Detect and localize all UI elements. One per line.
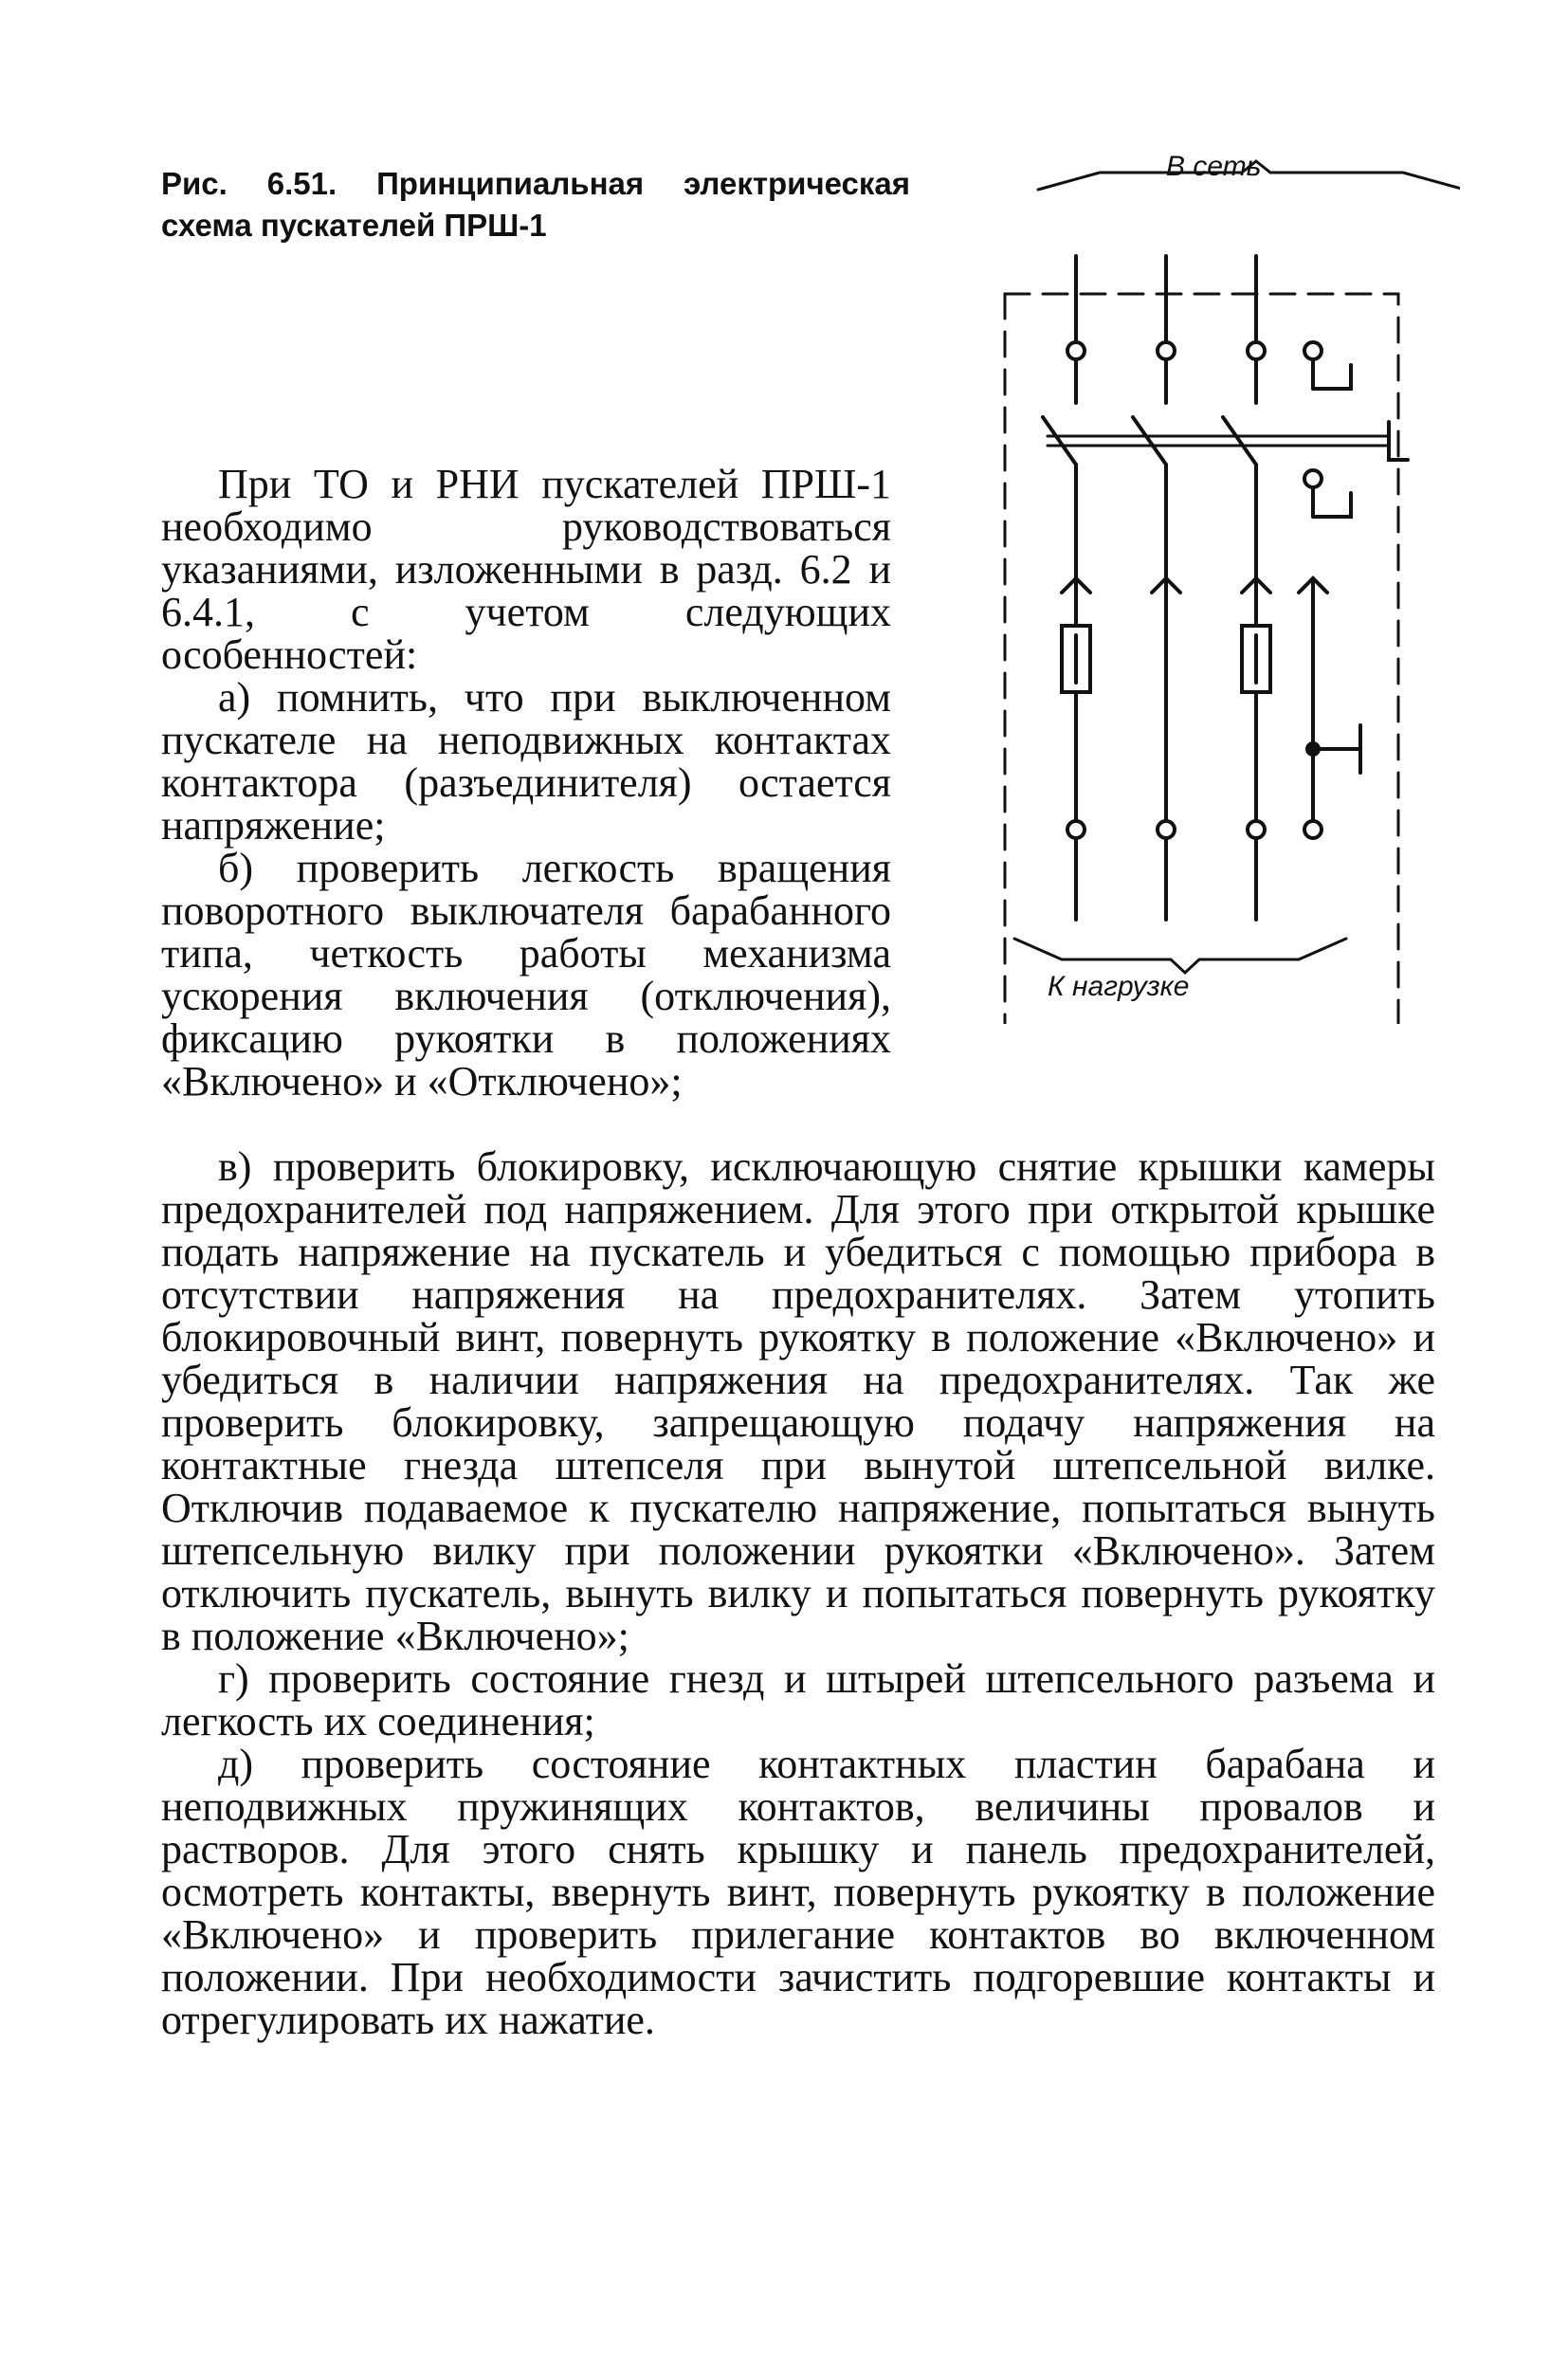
- label-to-load: К нагрузке: [1048, 971, 1190, 1002]
- figure-caption-line2: схема пускателей ПРШ-1: [161, 208, 547, 243]
- label-to-network: В сеть: [1166, 152, 1262, 182]
- paragraph-item-d: д) проверить состояние контактных пластин барабана и неподвижных пружинящих контактов, величины провалов и растворов. Для этого снять крышку и панель предохранителей, осмотреть контакты, ввернуть винт, повернуть рукоятку в положение «Включено» и проверить прилегание контактов во включенном положении. При необходимости зачистить подгоревшие контакты и отрегулировать их нажатие.: [161, 1741, 1435, 2043]
- paragraph-item-b: б) проверить легкость вращения поворотного выключателя барабанного типа, четкость работы механизма ускорения включения (отключения), фиксацию рукоятки в положениях «Включено» и «Отключено»;: [161, 845, 891, 1105]
- circuit-diagram: [986, 152, 1460, 1024]
- figure-caption: [161, 163, 910, 247]
- body-text-narrow: [161, 463, 891, 1103]
- paragraph-item-a: а) помнить, что при выключенном пускателе на неподвижных контактах контактора (разъединителя) остается напряжение;: [161, 674, 891, 849]
- paragraph-intro: При ТО и РНИ пускателей ПРШ-1 необходимо руководствоваться указаниями, изложенными в разд. 6.2 и 6.4.1, с учетом следующих особенностей:: [161, 461, 891, 678]
- bottom-brace: [1014, 939, 1346, 973]
- paragraph-item-g: г) проверить состояние гнезд и штырей штепсельного разъема и легкость их соединения;: [161, 1655, 1435, 1744]
- paragraph-item-v: в) проверить блокировку, исключающую снятие крышки камеры предохранителей под напряжением. Для этого при открытой крышке подать напряжение на пускатель и убедиться с помощью прибора в отсутствии напряжения на предохранителях. Затем утопить блокировочный винт, повернуть рукоятку в положение «Включено» и убедиться в наличии напряжения на предохранителях. Так же проверить блокировку, запрещающую подачу напряжения на контактные гнезда штепселя при вынутой штепсельной вилке. Отключив подаваемое к пускателю напряжение, попытаться вынуть штепсельную вилку при положении рукоятки «Включено». Затем отключить пускатель, вынуть вилку и попытаться повернуть рукоятку в положение «Включено»;: [161, 1143, 1435, 1659]
- figure-caption-line1: Рис. 6.51. Принципиальная электрическая: [161, 166, 910, 201]
- body-text-wide: [161, 1145, 1435, 2041]
